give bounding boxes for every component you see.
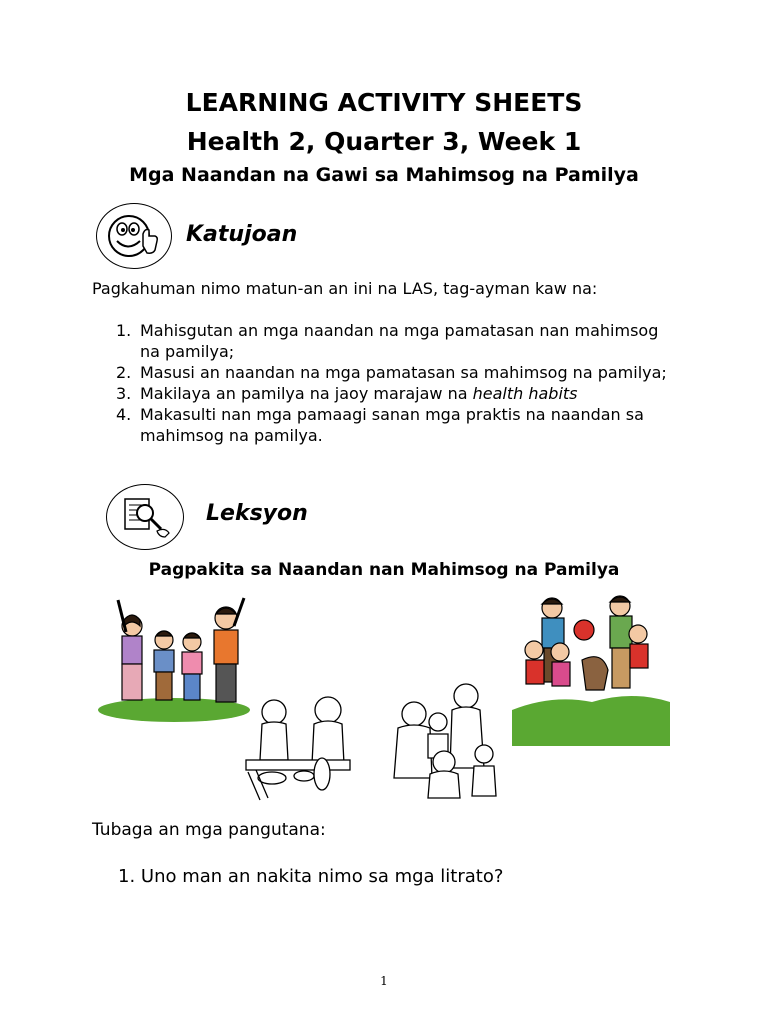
list-item: 3. Makilaya an pamilya na jaoy marajaw na health habits <box>116 384 578 403</box>
list-item: 4. Makasulti nan mga pamaagi sanan mga praktis na naandan sa mahimsog na pamilya. <box>116 405 644 445</box>
questions-label: Tubaga an mga pangutana: <box>92 820 326 840</box>
lesson-heading: Leksyon <box>206 501 308 526</box>
family-exercise-illustration <box>96 592 256 722</box>
page-number: 1 <box>380 974 388 988</box>
question-item: 1. Uno man an nakita nimo sa mga litrato? <box>118 866 504 887</box>
objectives-list <box>96 320 676 446</box>
smiley-thumbs-up-icon <box>96 203 172 269</box>
objectives-heading: Katujoan <box>186 222 298 247</box>
family-meal-illustration <box>240 690 356 804</box>
list-item: 1. Mahisgutan an mga naandan na mga pamatasan nan mahimsog na pamilya; <box>116 321 659 361</box>
list-item: 2. Masusi an naandan na mga pamatasan sa mahimsog na pamilya; <box>116 363 667 382</box>
sheet-topic: Mga Naandan na Gawi sa Mahimsog na Pamilya <box>129 164 639 186</box>
family-care-illustration <box>384 678 500 802</box>
objectives-intro: Pagkahuman nimo matun-an an ini na LAS, tag-ayman kaw na: <box>92 279 598 298</box>
lesson-subheading: Pagpakita sa Naandan nan Mahimsog na Pamilya <box>148 560 620 580</box>
magnifier-document-icon <box>106 484 184 550</box>
sheet-title: LEARNING ACTIVITY SHEETS <box>185 88 583 117</box>
sheet-subtitle: Health 2, Quarter 3, Week 1 <box>186 127 582 156</box>
family-play-illustration <box>512 590 670 746</box>
